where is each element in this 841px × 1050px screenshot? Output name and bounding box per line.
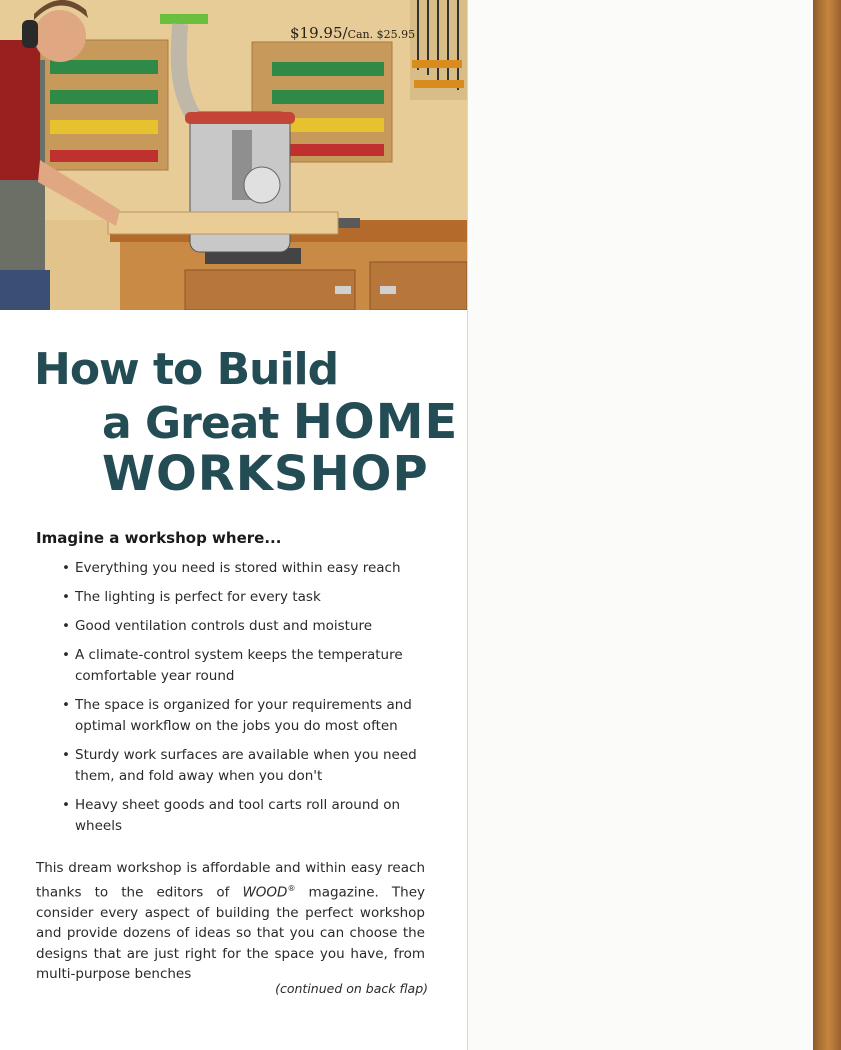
book-title (34, 344, 459, 502)
list-item: • Everything you need is stored within easy reach (62, 558, 422, 579)
description-paragraph: This dream workshop is affordable and within easy reach thanks to the editors of WOOD® magazine. They consider every aspect of building the perfect workshop and provide dozens of ideas so that you can choose the designs that are just right for the space you have, from multi-purpose benches (36, 860, 425, 982)
blank-endpaper (468, 0, 813, 1050)
list-item: • The space is organized for your requirements and optimal workflow on the jobs you do most often (62, 695, 422, 737)
clamp-rack (410, 0, 467, 100)
book-spine-edge (813, 0, 841, 1050)
feature-list (62, 558, 422, 845)
continued-note: (continued on back flap) (275, 981, 428, 996)
title-line-1: How to Build (34, 344, 339, 395)
list-item: • Heavy sheet goods and tool carts roll around on wheels (62, 795, 422, 837)
list-item: • A climate-control system keeps the temperature comfortable year round (62, 645, 422, 687)
title-line-2: a Great HOME (102, 394, 459, 450)
price-label: $19.95/Can. $25.95 (290, 24, 416, 42)
list-item: • Good ventilation controls dust and moisture (62, 616, 422, 637)
list-item: • Sturdy work surfaces are available when you need them, and fold away when you don't (62, 745, 422, 787)
workshop-cover-photo (0, 0, 467, 310)
list-item: • The lighting is perfect for every task (62, 587, 422, 608)
title-line-3: WORKSHOP (102, 446, 429, 502)
intro-heading: Imagine a workshop where... (36, 529, 282, 547)
workshop-illustration (0, 0, 467, 310)
